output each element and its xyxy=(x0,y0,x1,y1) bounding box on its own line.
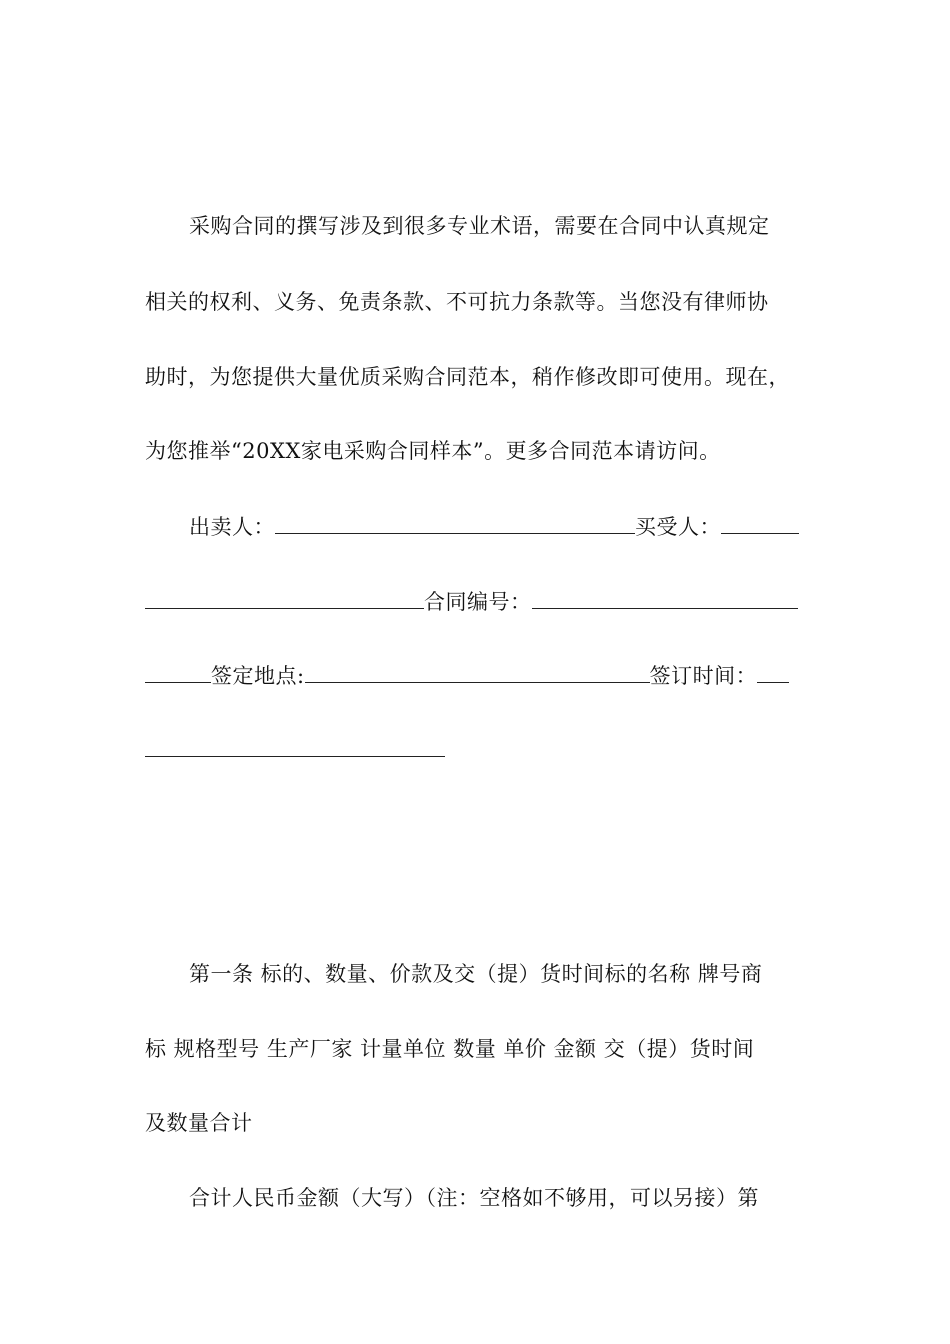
buyer-blank[interactable] xyxy=(721,511,799,534)
contract-no-blank[interactable] xyxy=(532,586,798,609)
buyer-blank-continued[interactable] xyxy=(145,586,424,609)
article1-line-2: 标 规格型号 生产厂家 计量单位 数量 单价 金额 交（提）货时间 xyxy=(145,1037,755,1061)
sign-place-label: 签定地点: xyxy=(211,664,305,688)
sign-place-blank[interactable] xyxy=(305,660,650,683)
contract-no-blank-continued[interactable] xyxy=(145,660,211,683)
sign-time-label: 签订时间： xyxy=(649,664,758,688)
intro-line-1: 采购合同的撰写涉及到很多专业术语，需要在合同中认真规定 xyxy=(189,214,770,238)
sign-place-line xyxy=(145,660,805,691)
total-line-1: 合计人民币金额（大写）（注：空格如不够用，可以另接）第 xyxy=(189,1186,759,1210)
buyer-label: 买受人： xyxy=(635,515,721,539)
intro-line-4: 为您推举“20XX家电采购合同样本”。更多合同范本请访问。 xyxy=(145,439,721,463)
sign-time-blank-continued[interactable] xyxy=(145,735,445,757)
seller-blank[interactable] xyxy=(275,511,635,534)
parties-line xyxy=(189,511,805,542)
contract-no-line xyxy=(145,586,805,617)
article1-line-3: 及数量合计 xyxy=(145,1111,253,1135)
contract-no-label: 合同编号： xyxy=(424,590,532,614)
intro-line-3: 助时，为您提供大量优质采购合同范本，稍作修改即可使用。现在， xyxy=(145,365,790,389)
seller-label: 出卖人： xyxy=(189,515,275,539)
intro-line-2: 相关的权利、义务、免责条款、不可抗力条款等。当您没有律师协 xyxy=(145,290,769,314)
article1-line-1: 第一条 标的、数量、价款及交（提）货时间标的名称 牌号商 xyxy=(189,962,763,986)
sign-time-blank[interactable] xyxy=(757,660,789,683)
